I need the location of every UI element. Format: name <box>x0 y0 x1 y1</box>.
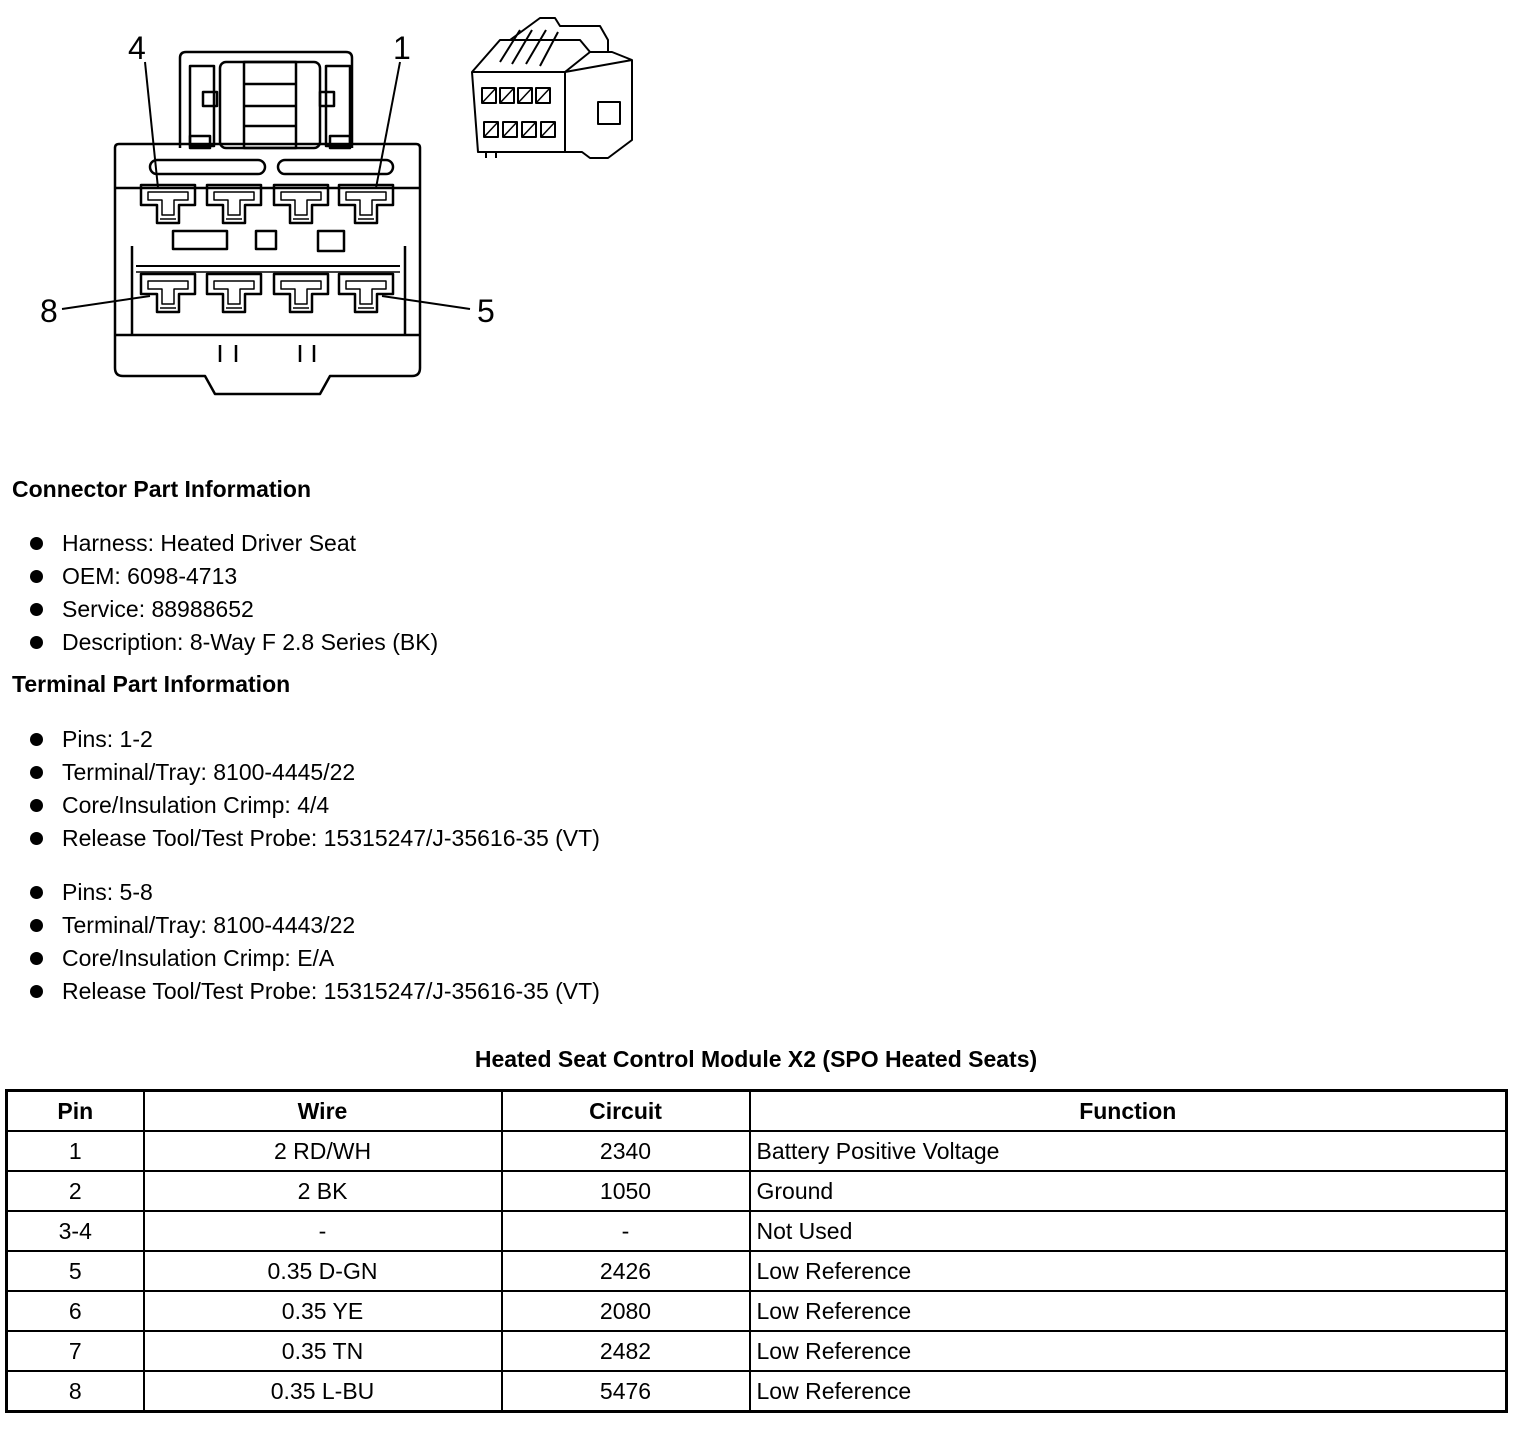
table-header-row <box>7 1091 1507 1132</box>
table-row <box>7 1371 1507 1412</box>
connector-info-heading: Connector Part Information <box>12 476 312 502</box>
cell-function: Low Reference <box>750 1251 1507 1291</box>
bullet-icon <box>30 603 43 616</box>
connector-iso-view <box>472 18 632 158</box>
cell-circuit: - <box>502 1211 750 1251</box>
column-header-function: Function <box>750 1091 1507 1132</box>
connector-diagram <box>0 0 700 410</box>
cell-pin: 3-4 <box>7 1211 144 1251</box>
list-item <box>28 824 600 857</box>
list-item <box>28 878 600 911</box>
list-item <box>28 977 600 1010</box>
column-header-wire: Wire <box>144 1091 502 1132</box>
terminal-info-list-1 <box>28 725 600 857</box>
cell-wire: 0.35 D-GN <box>144 1251 502 1291</box>
cell-wire: 2 BK <box>144 1171 502 1211</box>
cell-function: Low Reference <box>750 1371 1507 1412</box>
list-item-text: Release Tool/Test Probe: 15315247/J-35616-35 (VT) <box>62 978 600 1004</box>
list-item <box>28 529 438 562</box>
list-item <box>28 944 600 977</box>
list-item <box>28 595 438 628</box>
cell-pin: 6 <box>7 1291 144 1331</box>
cell-pin: 5 <box>7 1251 144 1291</box>
pin-callout-5: 5 <box>477 293 495 329</box>
list-item-text: Pins: 1-2 <box>62 726 153 752</box>
pin-table <box>5 1089 1508 1413</box>
cell-function: Low Reference <box>750 1291 1507 1331</box>
pin-callout-4: 4 <box>128 30 146 66</box>
cell-function: Battery Positive Voltage <box>750 1131 1507 1171</box>
cell-function: Low Reference <box>750 1331 1507 1371</box>
table-row <box>7 1291 1507 1331</box>
list-item-text: Core/Insulation Crimp: E/A <box>62 945 335 971</box>
cell-function: Not Used <box>750 1211 1507 1251</box>
list-item-text: Pins: 5-8 <box>62 879 153 905</box>
pin-callout-8: 8 <box>40 293 58 329</box>
list-item-text: Release Tool/Test Probe: 15315247/J-35616-35 (VT) <box>62 825 600 851</box>
table-row <box>7 1331 1507 1371</box>
bullet-icon <box>30 733 43 746</box>
terminal-info-list-2 <box>28 878 600 1010</box>
cell-circuit: 5476 <box>502 1371 750 1412</box>
cell-pin: 2 <box>7 1171 144 1211</box>
terminal-info-heading: Terminal Part Information <box>12 671 291 697</box>
list-item <box>28 758 600 791</box>
table-row <box>7 1171 1507 1211</box>
cell-circuit: 2340 <box>502 1131 750 1171</box>
table-row <box>7 1211 1507 1251</box>
cell-wire: 0.35 TN <box>144 1331 502 1371</box>
connector-face-view <box>62 52 470 394</box>
cell-wire: 2 RD/WH <box>144 1131 502 1171</box>
list-item <box>28 911 600 944</box>
bullet-icon <box>30 919 43 932</box>
list-item-text: Service: 88988652 <box>62 596 254 622</box>
cell-pin: 7 <box>7 1331 144 1371</box>
bullet-icon <box>30 832 43 845</box>
bullet-icon <box>30 886 43 899</box>
list-item-text: Core/Insulation Crimp: 4/4 <box>62 792 330 818</box>
cell-circuit: 2482 <box>502 1331 750 1371</box>
cell-wire: - <box>144 1211 502 1251</box>
bullet-icon <box>30 985 43 998</box>
list-item-text: Description: 8-Way F 2.8 Series (BK) <box>62 629 439 655</box>
cell-wire: 0.35 L-BU <box>144 1371 502 1412</box>
list-item <box>28 791 600 824</box>
bullet-icon <box>30 952 43 965</box>
cell-circuit: 2080 <box>502 1291 750 1331</box>
list-item-text: Terminal/Tray: 8100-4445/22 <box>62 759 356 785</box>
list-item-text: Harness: Heated Driver Seat <box>62 530 357 556</box>
cell-pin: 8 <box>7 1371 144 1412</box>
bullet-icon <box>30 570 43 583</box>
bullet-icon <box>30 799 43 812</box>
cell-circuit: 2426 <box>502 1251 750 1291</box>
list-item-text: Terminal/Tray: 8100-4443/22 <box>62 912 356 938</box>
bullet-icon <box>30 636 43 649</box>
column-header-circuit: Circuit <box>502 1091 750 1132</box>
cell-wire: 0.35 YE <box>144 1291 502 1331</box>
cell-function: Ground <box>750 1171 1507 1211</box>
list-item <box>28 628 438 661</box>
cell-circuit: 1050 <box>502 1171 750 1211</box>
list-item-text: OEM: 6098-4713 <box>62 563 238 589</box>
bullet-icon <box>30 537 43 550</box>
list-item <box>28 562 438 595</box>
cell-pin: 1 <box>7 1131 144 1171</box>
table-row <box>7 1251 1507 1291</box>
table-title: Heated Seat Control Module X2 (SPO Heated Seats) <box>474 1046 1038 1072</box>
pin-callout-1: 1 <box>393 30 411 66</box>
bullet-icon <box>30 766 43 779</box>
list-item <box>28 725 600 758</box>
column-header-pin: Pin <box>7 1091 144 1132</box>
table-row <box>7 1131 1507 1171</box>
connector-info-list <box>28 529 438 661</box>
